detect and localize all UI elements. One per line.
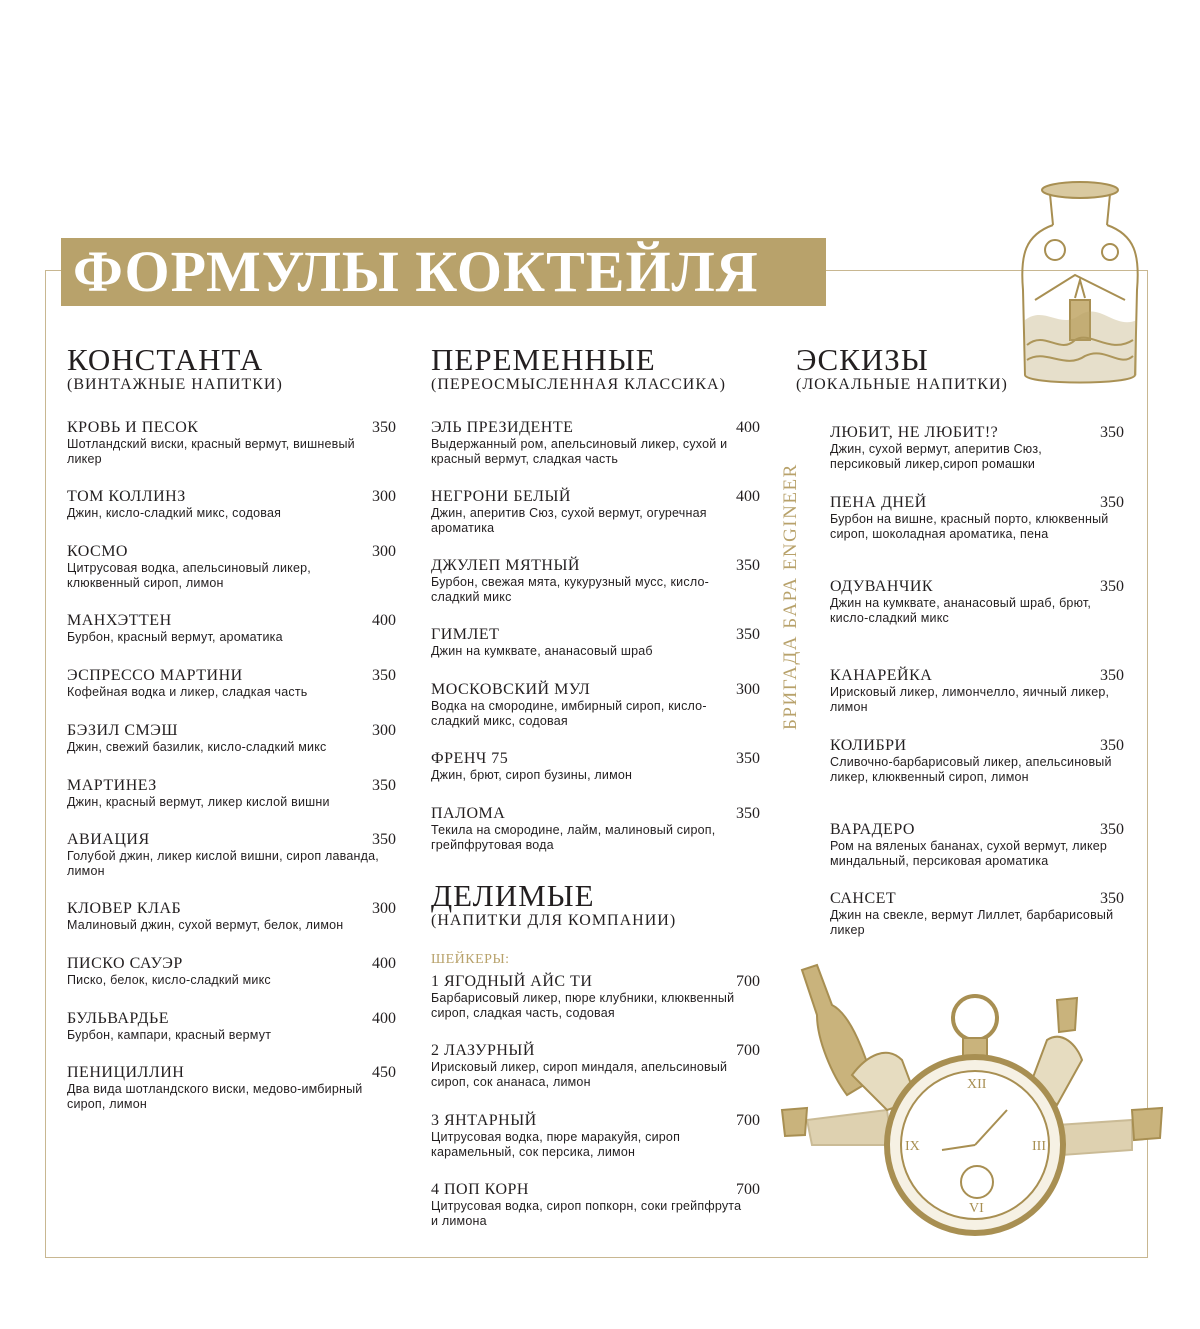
menu-item-description: Ирисковый ликер, лимончелло, яичный ликер, лимон (830, 685, 1110, 714)
menu-item (830, 494, 1130, 542)
svg-text:IX: IX (905, 1139, 920, 1154)
menu-item-price: 350 (1100, 890, 1124, 907)
menu-item-name: ПАЛОМА (431, 805, 506, 822)
menu-item (431, 1181, 766, 1229)
menu-item (431, 973, 766, 1021)
menu-item (67, 612, 402, 645)
menu-item-price: 400 (372, 955, 396, 972)
menu-item-name: ГИМЛЕТ (431, 626, 500, 643)
menu-item-price: 400 (372, 612, 396, 629)
menu-item-name: МАНХЭТТЕН (67, 612, 172, 629)
pocket-watch-illustration (777, 960, 1167, 1245)
menu-item-description: Текила на смородине, лайм, малиновый сироп, грейпфрутовая вода (431, 823, 716, 852)
vertical-brigade-label: БРИГАДА БАРА ENGINEER (780, 463, 801, 730)
menu-item-description: Джин, аперитив Сюз, сухой вермут, огуречная ароматика (431, 506, 707, 535)
menu-item-description: Джин, кисло-сладкий микс, содовая (67, 506, 282, 520)
menu-item-description: Джин на свекле, вермут Лиллет, барбарисовый ликер (830, 908, 1114, 937)
menu-item-description: Цитрусовая водка, сироп попкорн, соки грейпфрута и лимона (431, 1199, 742, 1228)
menu-item (830, 424, 1130, 472)
menu-item (431, 681, 766, 729)
menu-item-description: Джин на кумквате, ананасовый шраб (431, 644, 653, 658)
menu-item (431, 1112, 766, 1160)
menu-item-price: 400 (372, 1010, 396, 1027)
svg-text:III: III (1032, 1139, 1046, 1154)
menu-item-name: ЛЮБИТ, НЕ ЛЮБИТ!? (830, 424, 999, 441)
menu-item-name: КРОВЬ И ПЕСОК (67, 419, 199, 436)
menu-item (431, 419, 766, 467)
title-banner (61, 238, 826, 306)
menu-item-price: 300 (372, 543, 396, 560)
menu-item-description: Бурбон, кампари, красный вермут (67, 1028, 272, 1042)
section-title: КОНСТАНТА (67, 342, 264, 377)
menu-item (67, 488, 402, 521)
section-subtitle: (НАПИТКИ ДЛЯ КОМПАНИИ) (431, 912, 677, 929)
section-constanta (67, 342, 402, 1111)
menu-item-price: 350 (1100, 737, 1124, 754)
menu-item-name: ПИСКО САУЭР (67, 955, 183, 972)
menu-item-price: 350 (736, 805, 760, 822)
menu-item-price: 450 (372, 1064, 396, 1081)
menu-item (67, 419, 402, 467)
menu-item-description: Бурбон, свежая мята, кукурузный мусс, кисло-сладкий микс (431, 575, 709, 604)
menu-item-description: Шотландский виски, красный вермут, вишневый ликер (67, 437, 355, 466)
menu-item-name: КЛОВЕР КЛАБ (67, 900, 182, 917)
menu-item (67, 900, 402, 933)
menu-item (67, 543, 402, 591)
menu-item-description: Водка на смородине, имбирный сироп, кисло-сладкий микс, содовая (431, 699, 707, 728)
menu-item-name: ТОМ КОЛЛИНЗ (67, 488, 186, 505)
menu-item-price: 350 (1100, 424, 1124, 441)
menu-item-description: Сливочно-барбарисовый ликер, апельсиновый ликер, клюквенный сироп, лимон (830, 755, 1112, 784)
section-subtitle: (ПЕРЕОСМЫСЛЕННАЯ КЛАССИКА) (431, 376, 726, 393)
menu-item-price: 400 (736, 488, 760, 505)
section-title: ПЕРЕМЕННЫЕ (431, 342, 656, 377)
menu-item (830, 737, 1130, 785)
menu-item-price: 350 (1100, 578, 1124, 595)
menu-item-price: 300 (372, 900, 396, 917)
menu-item-description: Ром на вяленых бананах, сухой вермут, ликер миндальный, персиковая ароматика (830, 839, 1108, 868)
menu-item-name: КАНАРЕЙКА (830, 667, 933, 684)
menu-item-name: ФРЕНЧ 75 (431, 750, 509, 767)
section-subtitle: (ВИНТАЖНЫЕ НАПИТКИ) (67, 376, 283, 393)
menu-item-description: Ирисковый ликер, сироп миндаля, апельсиновый сироп, сок ананаса, лимон (431, 1060, 728, 1089)
menu-item-name: ЭЛЬ ПРЕЗИДЕНТЕ (431, 419, 574, 436)
menu-item-name: НЕГРОНИ БЕЛЫЙ (431, 488, 571, 505)
menu-item-price: 300 (372, 722, 396, 739)
menu-item (431, 488, 766, 536)
page-title: ФОРМУЛЫ КОКТЕЙЛЯ (73, 239, 759, 304)
menu-item-description: Бурбон, красный вермут, ароматика (67, 630, 283, 644)
menu-item-description: Джин, свежий базилик, кисло-сладкий микс (67, 740, 327, 754)
menu-item-name: КОСМО (67, 543, 128, 560)
menu-item-description: Джин, сухой вермут, аперитив Сюз, персиковый ликер,сироп ромашки (830, 442, 1042, 471)
menu-item (67, 831, 402, 879)
menu-item (431, 805, 766, 853)
menu-item-price: 350 (372, 831, 396, 848)
menu-item-description: Цитрусовая водка, апельсиновый ликер, клюквенный сироп, лимон (67, 561, 311, 590)
menu-item (67, 722, 402, 755)
menu-item-name: МОСКОВСКИЙ МУЛ (431, 681, 591, 698)
section-title: ЭСКИЗЫ (796, 342, 929, 377)
section-title: ДЕЛИМЫЕ (431, 878, 595, 913)
menu-item-price: 350 (372, 667, 396, 684)
menu-item-price: 350 (1100, 494, 1124, 511)
menu-item-name: КОЛИБРИ (830, 737, 907, 754)
menu-item-name: ЭСПРЕССО МАРТИНИ (67, 667, 243, 684)
menu-item (431, 626, 766, 659)
menu-item-description: Цитрусовая водка, пюре маракуйя, сироп карамельный, сок персика, лимон (431, 1130, 681, 1159)
menu-item-price: 700 (736, 973, 760, 990)
menu-item (67, 777, 402, 810)
menu-item (67, 667, 402, 700)
menu-item-price: 350 (372, 777, 396, 794)
menu-item-name: 3 ЯНТАРНЫЙ (431, 1112, 537, 1129)
menu-item-description: Джин на кумквате, ананасовый шраб, брют, кисло-сладкий микс (830, 596, 1092, 625)
menu-item-price: 300 (736, 681, 760, 698)
menu-item-name: АВИАЦИЯ (67, 831, 150, 848)
menu-item-name: 4 ПОП КОРН (431, 1181, 529, 1198)
menu-item-price: 400 (736, 419, 760, 436)
menu-item-description: Голубой джин, ликер кислой вишни, сироп лаванда, лимон (67, 849, 379, 878)
menu-item-description: Кофейная водка и ликер, сладкая часть (67, 685, 308, 699)
menu-item-name: ДЖУЛЕП МЯТНЫЙ (431, 557, 580, 574)
menu-item-description: Джин, брют, сироп бузины, лимон (431, 768, 633, 782)
menu-item (431, 557, 766, 605)
menu-item-name: ОДУВАНЧИК (830, 578, 934, 595)
menu-item-price: 700 (736, 1181, 760, 1198)
menu-item (67, 1064, 402, 1112)
menu-item-name: БЭЗИЛ СМЭШ (67, 722, 178, 739)
menu-item-price: 700 (736, 1112, 760, 1129)
menu-item-description: Джин, красный вермут, ликер кислой вишни (67, 795, 330, 809)
svg-text:XII: XII (967, 1077, 987, 1092)
menu-item-name: БУЛЬВАРДЬЕ (67, 1010, 169, 1027)
menu-item (67, 955, 402, 988)
menu-item (830, 890, 1130, 938)
svg-text:VI: VI (969, 1201, 984, 1216)
menu-item-description: Малиновый джин, сухой вермут, белок, лимон (67, 918, 344, 932)
menu-item (830, 667, 1130, 715)
menu-item-name: 1 ЯГОДНЫЙ АЙС ТИ (431, 973, 593, 990)
menu-item-price: 350 (736, 557, 760, 574)
menu-item-name: САНСЕТ (830, 890, 897, 907)
menu-item (830, 821, 1130, 869)
menu-item-price: 350 (736, 750, 760, 767)
menu-item (67, 1010, 402, 1043)
section-peremennye (431, 342, 766, 852)
shakers-label: ШЕЙКЕРЫ: (431, 952, 510, 967)
section-eskizy-header (796, 344, 1131, 394)
menu-item-name: МАРТИНЕЗ (67, 777, 157, 794)
menu-item-description: Выдержанный ром, апельсиновый ликер, сухой и красный вермут, сладкая часть (431, 437, 728, 466)
menu-item-description: Барбарисовый ликер, пюре клубники, клюквенный сироп, сладкая часть, содовая (431, 991, 735, 1020)
menu-item-price: 350 (1100, 821, 1124, 838)
menu-item (431, 750, 766, 783)
menu-item (830, 578, 1130, 626)
menu-item-description: Писко, белок, кисло-сладкий микс (67, 973, 271, 987)
menu-item-description: Бурбон на вишне, красный порто, клюквенный сироп, шоколадная ароматика, пена (830, 512, 1109, 541)
menu-item-price: 300 (372, 488, 396, 505)
section-delimye (431, 878, 766, 1228)
section-subtitle: (ЛОКАЛЬНЫЕ НАПИТКИ) (796, 376, 1008, 393)
menu-item (431, 1042, 766, 1090)
menu-item-name: ПЕНА ДНЕЙ (830, 494, 927, 511)
menu-item-description: Два вида шотландского виски, медово-имбирный сироп, лимон (67, 1082, 363, 1111)
menu-item-name: ВАРАДЕРО (830, 821, 915, 838)
menu-item-price: 350 (372, 419, 396, 436)
menu-item-name: ПЕНИЦИЛЛИН (67, 1064, 185, 1081)
menu-item-price: 700 (736, 1042, 760, 1059)
menu-item-name: 2 ЛАЗУРНЫЙ (431, 1042, 535, 1059)
menu-item-price: 350 (736, 626, 760, 643)
menu-item-price: 350 (1100, 667, 1124, 684)
